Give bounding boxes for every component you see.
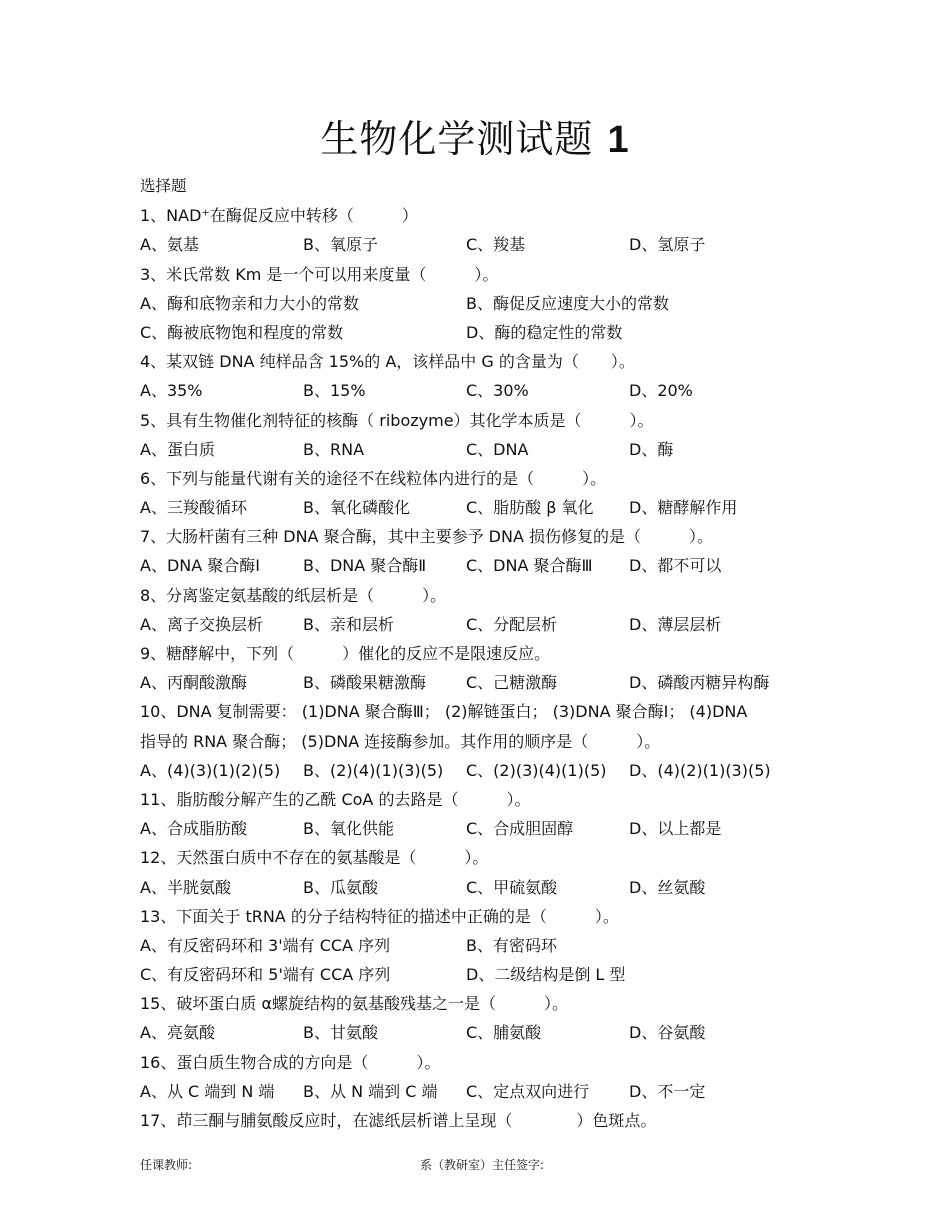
option-row — [140, 668, 840, 697]
option-row — [140, 289, 840, 318]
option-row — [140, 814, 840, 843]
question-stem: 12、天然蛋白质中不存在的氨基酸是（ ）。 — [140, 848, 489, 868]
option-b: B、从 N 端到 C 端 — [303, 1081, 438, 1101]
question-stem: 3、米氏常数 Km 是一个可以用来度量（ ）。 — [140, 264, 499, 284]
option-a: A、离子交换层析 — [140, 614, 263, 634]
option-d: D、薄层层析 — [629, 614, 722, 634]
option-c: C、合成胆固醇 — [466, 819, 574, 839]
option-a: A、三羧酸循环 — [140, 498, 247, 518]
option-a: A、DNA 聚合酶Ⅰ — [140, 556, 260, 576]
option-c: C、脂肪酸 β 氧化 — [466, 498, 594, 518]
option-row — [140, 230, 840, 259]
option-d: D、(4)(2)(1)(3)(5) — [629, 760, 771, 780]
option-b: B、15% — [303, 381, 366, 401]
title-number: 1 — [607, 119, 630, 161]
option-c: C、分配层析 — [466, 614, 558, 634]
option-c: C、30% — [466, 381, 529, 401]
teacher-signature-label: 任课教师: — [140, 1158, 193, 1172]
question-stem: 17、茚三酮与脯氨酸反应时，在滤纸层析谱上呈现（ ）色斑点。 — [140, 1111, 657, 1130]
section-label: 选择题 — [140, 177, 187, 195]
option-a: A、合成脂肪酸 — [140, 819, 247, 839]
option-b: B、磷酸果糖激酶 — [303, 673, 426, 693]
option-c: C、DNA — [466, 439, 529, 459]
question-stem: 1、NAD⁺在酶促反应中转移（ ） — [140, 206, 418, 226]
option-a: A、氨基 — [140, 235, 199, 255]
option-c: C、DNA 聚合酶Ⅲ — [466, 556, 593, 576]
option-b: B、甘氨酸 — [303, 1023, 378, 1043]
page-title — [0, 108, 950, 163]
option-d: D、都不可以 — [629, 556, 722, 576]
question-stem: 8、分离鉴定氨基酸的纸层析是（ ）。 — [140, 585, 447, 605]
option-d: D、酶的稳定性的常数 — [466, 322, 623, 342]
option-a: A、丙酮酸激酶 — [140, 673, 247, 693]
question-stem: 6、下列与能量代谢有关的途径不在线粒体内进行的是（ ）。 — [140, 468, 607, 488]
option-a: A、半胱氨酸 — [140, 877, 231, 897]
question-stem: 11、脂肪酸分解产生的乙酰 CoA 的去路是（ ）。 — [140, 789, 531, 809]
option-c: C、有反密码环和 5'端有 CCA 序列 — [140, 965, 391, 985]
question-stem: 15、破坏蛋白质 α螺旋结构的氨基酸残基之一是（ ）。 — [140, 994, 568, 1014]
option-b: B、DNA 聚合酶Ⅱ — [303, 556, 427, 576]
option-b: B、酶促反应速度大小的常数 — [466, 293, 669, 313]
option-d: D、谷氨酸 — [629, 1023, 706, 1043]
option-c: C、甲硫氨酸 — [466, 877, 558, 897]
option-d: D、丝氨酸 — [629, 877, 706, 897]
option-row — [140, 931, 840, 960]
option-row — [140, 551, 840, 580]
option-d: D、氢原子 — [629, 235, 706, 255]
option-d: D、不一定 — [629, 1081, 706, 1101]
question-stem: 5、具有生物催化剂特征的核酶（ ribozyme）其化学本质是（ ）。 — [140, 410, 654, 430]
option-a: A、酶和底物亲和力大小的常数 — [140, 293, 359, 313]
question-stem: 16、蛋白质生物合成的方向是（ ）。 — [140, 1052, 441, 1072]
option-row — [140, 610, 840, 639]
option-a: A、35% — [140, 381, 203, 401]
title-text: 生物化学测试题 — [320, 117, 594, 161]
option-b: B、亲和层析 — [303, 614, 394, 634]
option-c: C、定点双向进行 — [466, 1081, 590, 1101]
question-stem: 4、某双链 DNA 纯样品含 15%的 A，该样品中 G 的含量为（ ）。 — [140, 352, 635, 372]
option-c: C、羧基 — [466, 235, 526, 255]
director-signature-label: 系（教研室）主任签字: — [420, 1158, 545, 1172]
option-d: D、20% — [629, 381, 693, 401]
option-row — [140, 435, 840, 464]
option-c: C、(2)(3)(4)(1)(5) — [466, 760, 607, 780]
question-stem: 10、DNA 复制需要： (1)DNA 聚合酶Ⅲ； (2)解链蛋白； (3)DNA 聚合酶Ⅰ； (4)DNA — [140, 702, 748, 722]
option-b: B、氧原子 — [303, 235, 378, 255]
option-a: A、蛋白质 — [140, 439, 215, 459]
option-row — [140, 493, 840, 522]
option-b: B、氧化磷酸化 — [303, 498, 410, 518]
option-row — [140, 376, 840, 405]
question-list — [140, 172, 840, 1135]
option-d: D、糖酵解作用 — [629, 498, 738, 518]
question-stem-continued: 指导的 RNA 聚合酶； (5)DNA 连接酶参加。其作用的顺序是（ ）。 — [140, 731, 661, 751]
option-b: B、氧化供能 — [303, 819, 394, 839]
option-b: B、(2)(4)(1)(3)(5) — [303, 760, 444, 780]
option-row — [140, 1018, 840, 1047]
question-stem: 13、下面关于 tRNA 的分子结构特征的描述中正确的是（ ）。 — [140, 906, 619, 926]
option-c: C、己糖激酶 — [466, 673, 558, 693]
option-b: B、瓜氨酸 — [303, 877, 378, 897]
option-a: A、(4)(3)(1)(2)(5) — [140, 760, 281, 780]
option-b: B、有密码环 — [466, 935, 557, 955]
option-a: A、从 C 端到 N 端 — [140, 1081, 275, 1101]
option-d: D、以上都是 — [629, 819, 722, 839]
option-row — [140, 318, 840, 347]
option-a: A、亮氨酸 — [140, 1023, 215, 1043]
option-b: B、RNA — [303, 439, 365, 459]
option-c: C、脯氨酸 — [466, 1023, 542, 1043]
option-row — [140, 756, 840, 785]
option-row — [140, 960, 840, 989]
option-d: D、磷酸丙糖异构酶 — [629, 673, 770, 693]
option-row — [140, 873, 840, 902]
option-a: A、有反密码环和 3'端有 CCA 序列 — [140, 935, 391, 955]
question-stem: 7、大肠杆菌有三种 DNA 聚合酶，其中主要参予 DNA 损伤修复的是（ ）。 — [140, 527, 713, 547]
option-row — [140, 1077, 840, 1106]
option-c: C、酶被底物饱和程度的常数 — [140, 322, 344, 342]
option-d: D、酶 — [629, 439, 674, 459]
question-stem: 9、糖酵解中，下列（ ）催化的反应不是限速反应。 — [140, 644, 551, 663]
questions-container — [140, 201, 840, 1135]
option-d: D、二级结构是倒 L 型 — [466, 965, 626, 985]
